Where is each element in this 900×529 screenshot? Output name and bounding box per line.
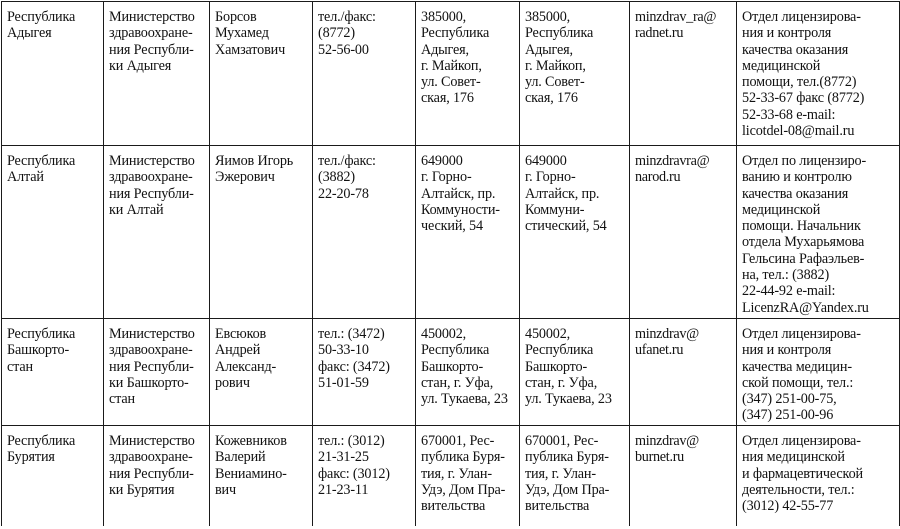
head-name-cell: Борсов Мухамед Хамзатович	[210, 2, 313, 146]
email-cell: minzdrav@ ufanet.ru	[630, 319, 737, 426]
email-cell: minzdravra@ narod.ru	[630, 146, 737, 319]
legal-address-cell: 450002, Республика Башкорто- стан, г. Уфа, ул. Тукаева, 23	[416, 319, 520, 426]
ministry-cell: Министерство здравоохране- ния Республи- ки Адыгея	[104, 2, 210, 146]
region-cell: Республика Адыгея	[2, 2, 104, 146]
ministry-cell: Министерство здравоохране- ния Республи- ки Бурятия	[104, 426, 210, 526]
email-cell: minzdrav@ burnet.ru	[630, 426, 737, 526]
legal-address-cell: 649000 г. Горно- Алтайск, пр. Коммуности- ческий, 54	[416, 146, 520, 319]
table-row	[2, 2, 900, 146]
legal-address-cell: 385000, Республика Адыгея, г. Майкоп, ул. Совет- ская, 176	[416, 2, 520, 146]
head-name-cell: Евсюков Андрей Александ- рович	[210, 319, 313, 426]
legal-address-cell: 670001, Рес- публика Буря- тия, г. Улан- Удэ, Дом Пра- вительства	[416, 426, 520, 526]
licensing-department-cell: Отдел по лицензиро- ванию и контролю качества оказания медицинской помощи. Начальник отдела Мухарьямова Гельсина Рафаэльев- на, тел.: (3882) 22-44-92 e-mail: LicenzRA@Yandex.ru	[737, 146, 900, 319]
phone-cell: тел./факс: (8772) 52-56-00	[313, 2, 416, 146]
table-row	[2, 146, 900, 319]
ministry-contacts-table	[1, 1, 900, 526]
head-name-cell: Кожевников Валерий Вениамино- вич	[210, 426, 313, 526]
table-row	[2, 319, 900, 426]
licensing-department-cell: Отдел лицензирова- ния и контроля качества медицин- ской помощи, тел.: (347) 251-00-75, (347) 251-00-96	[737, 319, 900, 426]
email-cell: minzdrav_ra@ radnet.ru	[630, 2, 737, 146]
region-cell: Республика Бурятия	[2, 426, 104, 526]
postal-address-cell: 649000 г. Горно- Алтайск, пр. Коммуни- стический, 54	[520, 146, 630, 319]
postal-address-cell: 450002, Республика Башкорто- стан, г. Уфа, ул. Тукаева, 23	[520, 319, 630, 426]
phone-cell: тел.: (3472) 50-33-10 факс: (3472) 51-01-59	[313, 319, 416, 426]
table-row	[2, 426, 900, 526]
postal-address-cell: 385000, Республика Адыгея, г. Майкоп, ул. Совет- ская, 176	[520, 2, 630, 146]
licensing-department-cell: Отдел лицензирова- ния и контроля качества оказания медицинской помощи, тел.(8772) 52-33-67 факс (8772) 52-33-68 e-mail: licotdel-08@mail.ru	[737, 2, 900, 146]
phone-cell: тел./факс: (3882) 22-20-78	[313, 146, 416, 319]
phone-cell: тел.: (3012) 21-31-25 факс: (3012) 21-23-11	[313, 426, 416, 526]
postal-address-cell: 670001, Рес- публика Буря- тия, г. Улан- Удэ, Дом Пра- вительства	[520, 426, 630, 526]
region-cell: Республика Алтай	[2, 146, 104, 319]
ministry-cell: Министерство здравоохране- ния Республи- ки Башкорто- стан	[104, 319, 210, 426]
region-cell: Республика Башкорто- стан	[2, 319, 104, 426]
head-name-cell: Яимов Игорь Эжерович	[210, 146, 313, 319]
licensing-department-cell: Отдел лицензирова- ния медицинской и фармацевтической деятельности, тел.: (3012) 42-55-77	[737, 426, 900, 526]
ministry-cell: Министерство здравоохране- ния Республи- ки Алтай	[104, 146, 210, 319]
